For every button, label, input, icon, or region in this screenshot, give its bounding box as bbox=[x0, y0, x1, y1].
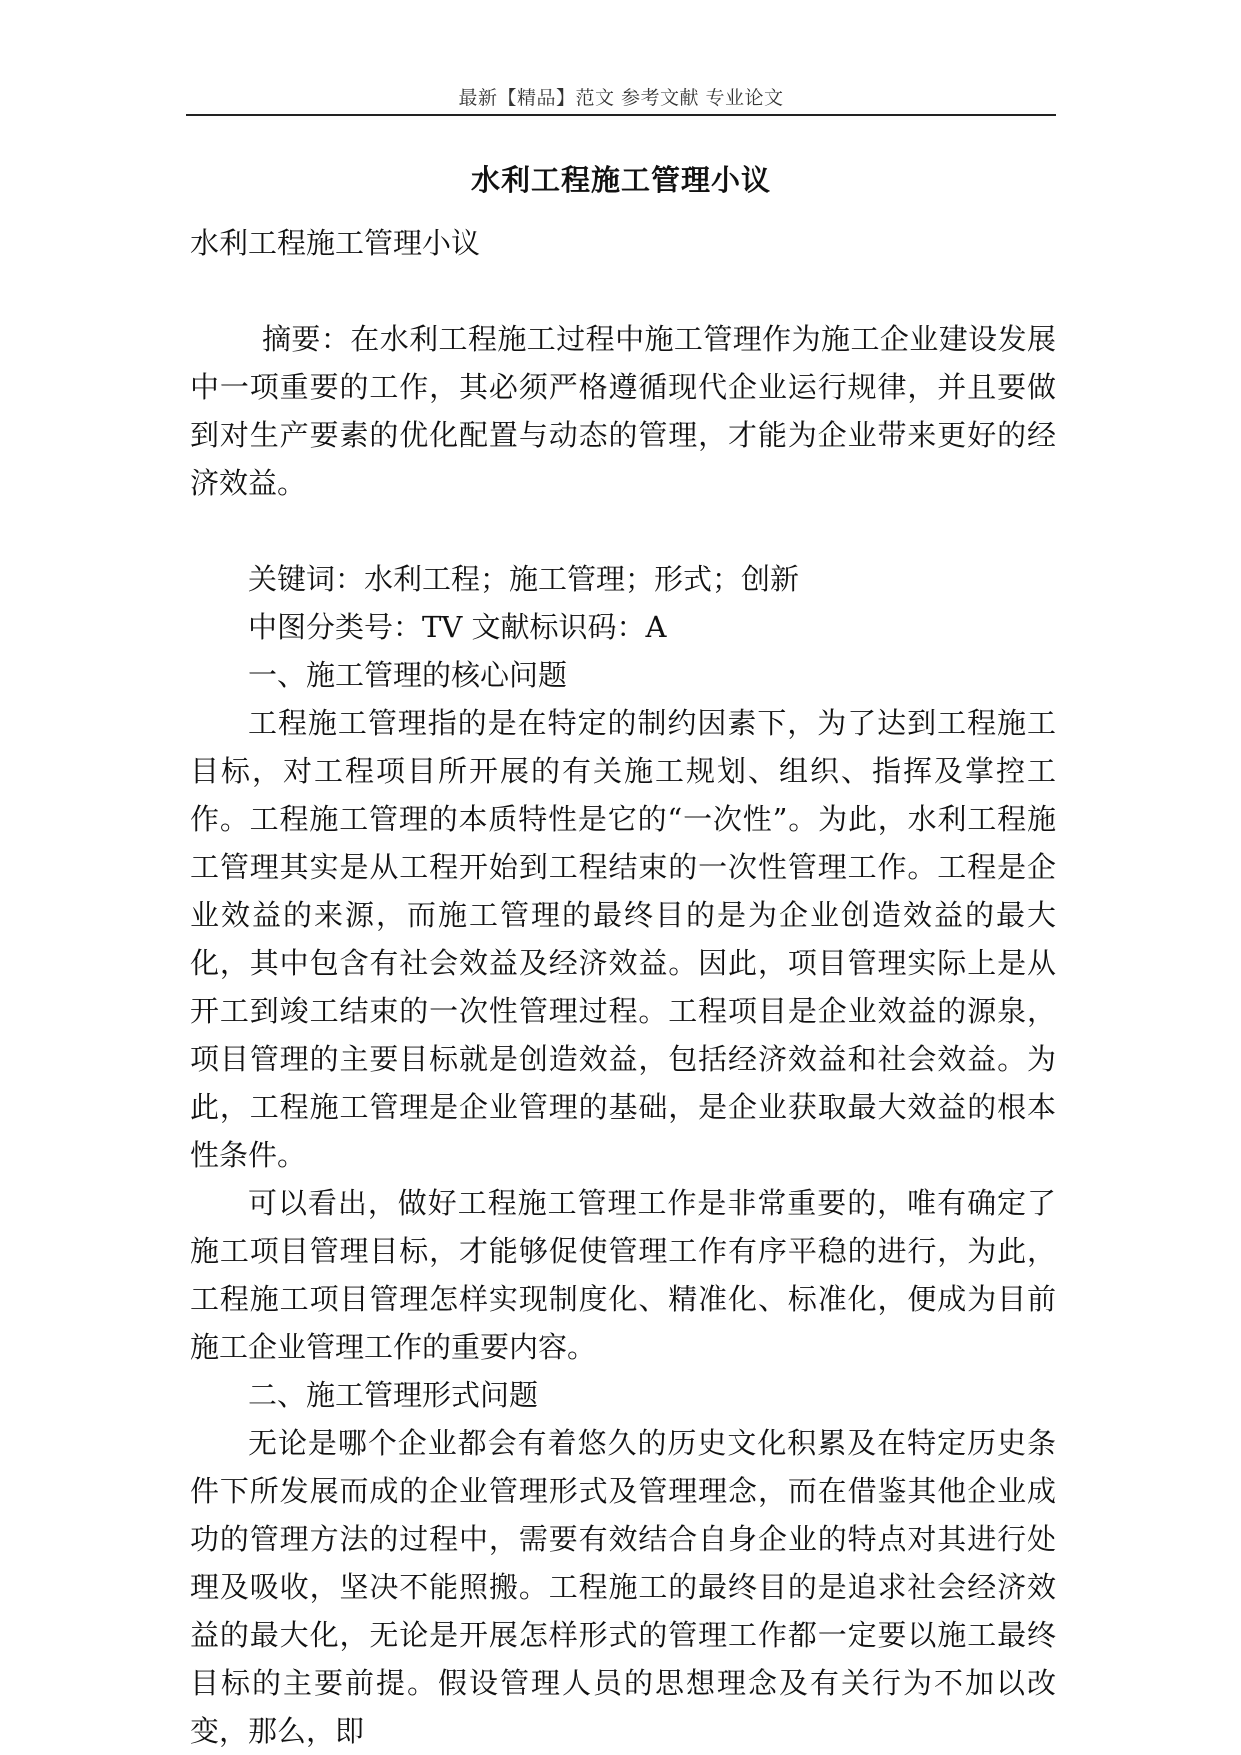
keywords-line: 关键词：水利工程；施工管理；形式；创新 bbox=[248, 562, 800, 596]
blank-line bbox=[190, 267, 1056, 315]
section2-paragraph-1: 无论是哪个企业都会有着悠久的历史文化积累及在特定历史条件下所发展而成的企业管理形式及管理理念，而在借鉴其他企业成功的管理方法的过程中，需要有效结合自身企业的特点对其进行处理及吸收，坚决不能照搬。工程施工的最终目的是追求社会经济效益的最大化，无论是开展怎样形式的管理工作都一定要以施工最终目标的主要前提。假设管理人员的思想理念及有关行为不加以改变，那么，即 bbox=[190, 1426, 1056, 1748]
section1-paragraph-1: 工程施工管理指的是在特定的制约因素下，为了达到工程施工目标，对工程项目所开展的有关施工规划、组织、指挥及掌控工作。工程施工管理的本质特性是它的“一次性”。为此，水利工程施工管理其实是从工程开始到工程结束的一次性管理工作。工程是企业效益的来源，而施工管理的最终目的是为企业创造效益的最大化，其中包含有社会效益及经济效益。因此，项目管理实际上是从开工到竣工结束的一次性管理过程。工程项目是企业效益的源泉，项目管理的主要目标就是创造效益，包括经济效益和社会效益。为此，工程施工管理是企业管理的基础，是企业获取最大效益的根本性条件。 bbox=[190, 706, 1056, 1172]
abstract-paragraph: 摘要：在水利工程施工过程中施工管理作为施工企业建设发展中一项重要的工作，其必须严格遵循现代企业运行规律，并且要做到对生产要素的优化配置与动态的管理，才能为企业带来更好的经济效益。 bbox=[190, 322, 1056, 500]
running-header: 最新【精品】范文 参考文献 专业论文 bbox=[458, 87, 784, 109]
blank-line bbox=[190, 507, 1056, 555]
classification-line: 中图分类号：TV 文献标识码：A bbox=[248, 610, 667, 644]
header-divider bbox=[186, 114, 1056, 116]
document-subtitle: 水利工程施工管理小议 bbox=[190, 226, 481, 260]
document-body bbox=[190, 219, 1056, 1755]
document-title: 水利工程施工管理小议 bbox=[470, 163, 771, 197]
section-heading-1: 一、施工管理的核心问题 bbox=[248, 658, 568, 692]
section-heading-2: 二、施工管理形式问题 bbox=[248, 1378, 539, 1412]
section1-paragraph-2: 可以看出，做好工程施工管理工作是非常重要的，唯有确定了施工项目管理目标，才能够促使管理工作有序平稳的进行，为此，工程施工项目管理怎样实现制度化、精准化、标准化，便成为目前施工企业管理工作的重要内容。 bbox=[190, 1186, 1056, 1364]
